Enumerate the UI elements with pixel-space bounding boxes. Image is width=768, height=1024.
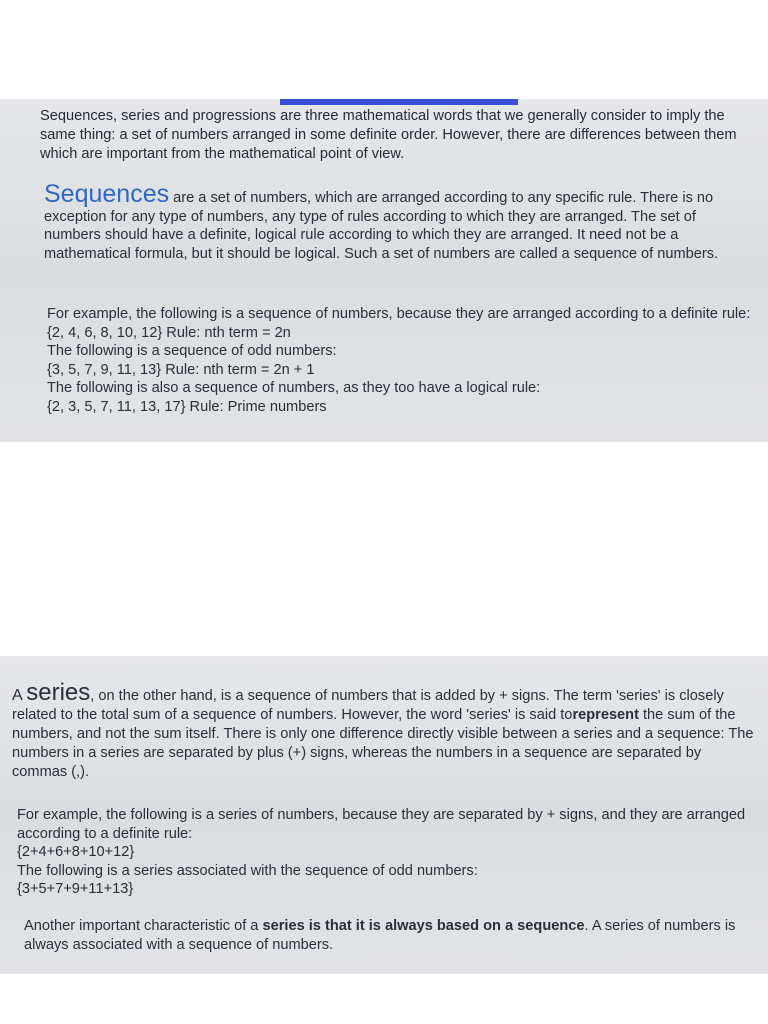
series-characteristic xyxy=(24,917,754,954)
series-text-1: , on the other hand, is a sequence of numbers that is added by + signs. The term 'series' is closely related to the total sum of a sequence of numbers. However, the word 'series' is said to xyxy=(12,688,724,723)
another-bold: series is that it is always based on a sequence xyxy=(262,918,585,934)
sequences-definition-text: are a set of numbers, which are arranged according to any specific rule. There is no exception for any type of numbers, any type of rules according to which they are arranged. The set of numbers should have a definite, logical rule according to which they are arranged. It need not be a mathematical formula, but it should be logical. Such a set of numbers are called a sequence of numbers. xyxy=(44,190,719,262)
another-text-1: Another important characteristic of a xyxy=(24,918,263,934)
series-definition xyxy=(12,679,760,782)
example-line: {2+4+6+8+10+12} xyxy=(17,844,135,860)
series-lead: A xyxy=(12,687,27,704)
example-line: {3+5+7+9+11+13} xyxy=(17,881,134,897)
sequences-definition xyxy=(44,180,756,263)
series-text-2: the sum of the numbers, and not the sum itself. There is only one difference directly visible between a series and a sequence: The numbers in a series are separated by plus (+) signs, whereas the numbers in a sequence are separated by commas (,). xyxy=(12,707,754,780)
series-heading: series xyxy=(26,679,91,706)
example-line: For example, the following is a sequence of numbers, because they are arranged according to a definite rule: xyxy=(47,306,751,322)
photo-series xyxy=(0,656,768,974)
sequences-heading: Sequences xyxy=(44,180,170,208)
sequence-examples xyxy=(47,305,759,416)
photo-sequences xyxy=(0,99,768,442)
example-line: The following is a sequence of odd numbers: xyxy=(47,343,337,359)
example-line: {3, 5, 7, 9, 11, 13} Rule: nth term = 2n + 1 xyxy=(47,361,315,378)
blue-highlight-bar xyxy=(280,99,518,105)
series-bold-represent: represent xyxy=(572,707,639,723)
example-line: {2, 3, 5, 7, 11, 13, 17} Rule: Prime numbers xyxy=(47,398,327,415)
another-text-2: . A series of numbers is always associated with a sequence of numbers. xyxy=(24,918,736,953)
example-line: The following is also a sequence of numbers, as they too have a logical rule: xyxy=(47,380,541,396)
series-examples xyxy=(17,806,757,899)
example-line: {2, 4, 6, 8, 10, 12} Rule: nth term = 2n xyxy=(47,324,291,341)
intro-paragraph: Sequences, series and progressions are three mathematical words that we generally consider to imply the same thing: a set of numbers arranged in some definite order. However, there are differences between them which are important from the mathematical point of view. xyxy=(40,108,737,162)
example-line: The following is a series associated with the sequence of odd numbers: xyxy=(17,862,478,879)
example-line: For example, the following is a series of numbers, because they are separated by + signs, and they are arranged according to a definite rule: xyxy=(17,807,746,842)
